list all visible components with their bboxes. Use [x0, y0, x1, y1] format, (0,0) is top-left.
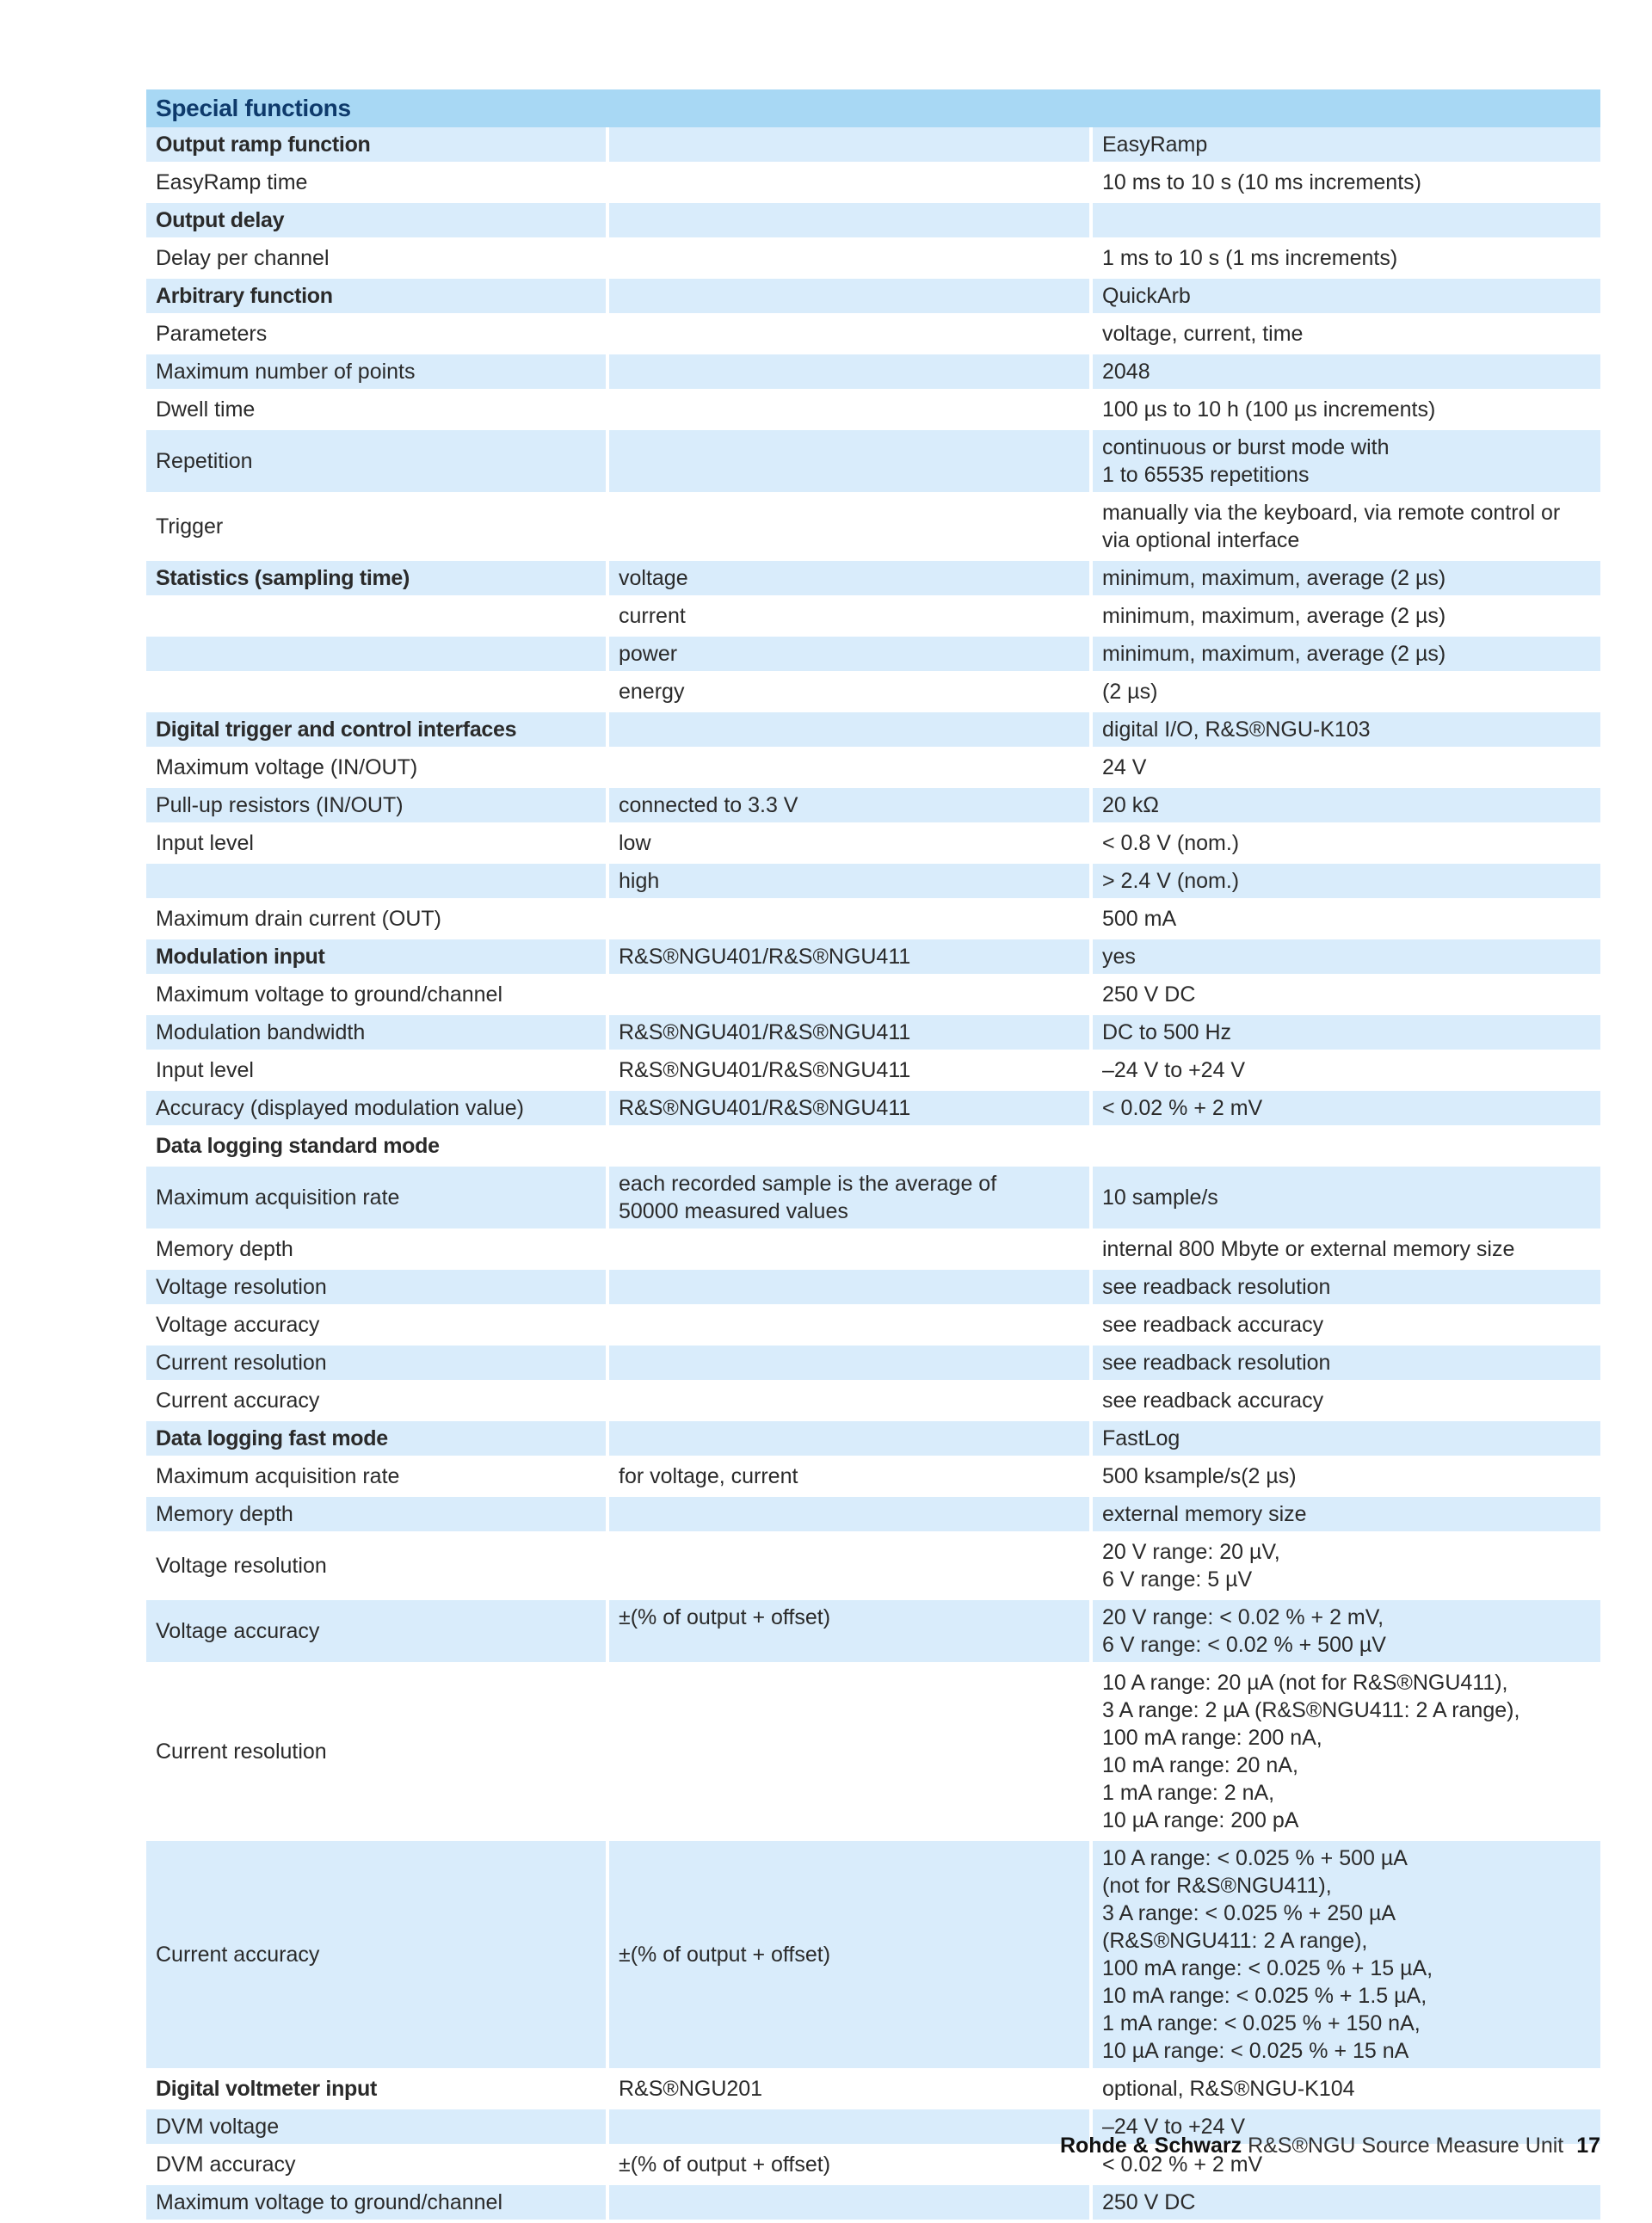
row-condition — [606, 1308, 1089, 1342]
row-condition — [606, 279, 1089, 313]
row-condition — [606, 750, 1089, 785]
row-value: 10 sample/s — [1089, 1167, 1600, 1228]
row-condition — [606, 354, 1089, 389]
footer-brand: Rohde & Schwarz — [1059, 2134, 1242, 2158]
table-row — [146, 165, 1600, 200]
row-value: see readback accuracy — [1089, 1383, 1600, 1418]
table-row — [146, 354, 1600, 389]
table-row — [146, 826, 1600, 860]
row-value: continuous or burst mode with 1 to 65535 repetitions — [1089, 430, 1600, 492]
row-condition: connected to 3.3 V — [606, 788, 1089, 822]
footer-product: R&S®NGU Source Measure Unit — [1248, 2134, 1564, 2158]
row-condition: power — [606, 637, 1089, 671]
row-value: 10 ms to 10 s (10 ms increments) — [1089, 165, 1600, 200]
row-condition: R&S®NGU401/R&S®NGU411 — [606, 1015, 1089, 1050]
row-condition — [606, 430, 1089, 492]
table-row — [146, 1459, 1600, 1493]
row-condition — [606, 1535, 1089, 1597]
row-label: Pull-up resistors (IN/OUT) — [146, 788, 606, 822]
row-value: < 0.02 % + 2 mV — [1089, 1091, 1600, 1125]
row-condition: ±(% of output + offset) — [606, 1600, 1089, 1662]
row-value: minimum, maximum, average (2 µs) — [1089, 599, 1600, 633]
row-value: digital I/O, R&S®NGU-K103 — [1089, 712, 1600, 747]
row-condition — [606, 496, 1089, 557]
table-row — [146, 902, 1600, 936]
row-value: 2048 — [1089, 354, 1600, 389]
row-value: 10 A range: 20 µA (not for R&S®NGU411), 3 A range: 2 µA (R&S®NGU411: 2 A range), 100 mA range: 200 nA, 10 mA range: 20 nA, 1 mA range: 2 nA, 10 µA range: 200 pA — [1089, 1666, 1600, 1838]
row-label: Parameters — [146, 317, 606, 351]
table-row — [146, 430, 1600, 492]
row-value: 24 V — [1089, 750, 1600, 785]
row-condition — [606, 712, 1089, 747]
row-label: Input level — [146, 1053, 606, 1087]
row-condition — [606, 1383, 1089, 1418]
row-condition — [606, 1270, 1089, 1304]
table-row — [146, 1053, 1600, 1087]
row-value: internal 800 Mbyte or external memory size — [1089, 1232, 1600, 1266]
table-row — [146, 788, 1600, 822]
row-condition — [606, 203, 1089, 237]
row-value: voltage, current, time — [1089, 317, 1600, 351]
row-condition: ±(% of output + offset) — [606, 2147, 1089, 2182]
row-label: Current resolution — [146, 1666, 606, 1838]
table-row — [146, 939, 1600, 974]
row-value: 250 V DC — [1089, 2185, 1600, 2220]
row-value: < 0.8 V (nom.) — [1089, 826, 1600, 860]
row-value: 20 V range: < 0.02 % + 2 mV, 6 V range: < 0.02 % + 500 µV — [1089, 1600, 1600, 1662]
row-label: Current resolution — [146, 1346, 606, 1380]
row-label: Voltage accuracy — [146, 1308, 606, 1342]
table-row — [146, 864, 1600, 898]
row-label: Voltage resolution — [146, 1270, 606, 1304]
table-row — [146, 712, 1600, 747]
row-value: EasyRamp — [1089, 127, 1600, 162]
row-label: Maximum voltage to ground/channel — [146, 977, 606, 1012]
table-row — [146, 1383, 1600, 1418]
row-label: Delay per channel — [146, 241, 606, 275]
row-condition: voltage — [606, 561, 1089, 595]
table-row — [146, 127, 1600, 162]
row-label: Trigger — [146, 496, 606, 557]
row-label: EasyRamp time — [146, 165, 606, 200]
row-value: 500 ksample/s(2 µs) — [1089, 1459, 1600, 1493]
row-value: 250 V DC — [1089, 977, 1600, 1012]
section-title: Special functions — [146, 89, 1600, 127]
row-label: Modulation input — [146, 939, 606, 974]
row-value: DC to 500 Hz — [1089, 1015, 1600, 1050]
table-row — [146, 203, 1600, 237]
row-label: Repetition — [146, 430, 606, 492]
row-value: see readback accuracy — [1089, 1308, 1600, 1342]
row-label — [146, 674, 606, 709]
page-footer — [1060, 2134, 1600, 2158]
table-row — [146, 1015, 1600, 1050]
row-value: –24 V to +24 V — [1089, 1053, 1600, 1087]
row-label: Maximum acquisition rate — [146, 1459, 606, 1493]
table-row — [146, 241, 1600, 275]
row-value: external memory size — [1089, 1497, 1600, 1531]
row-condition — [606, 241, 1089, 275]
row-label: Maximum voltage (IN/OUT) — [146, 750, 606, 785]
row-label: Current accuracy — [146, 1383, 606, 1418]
row-value: 100 µs to 10 h (100 µs increments) — [1089, 392, 1600, 427]
spec-table — [146, 124, 1600, 2223]
table-row — [146, 279, 1600, 313]
row-condition — [606, 1129, 1089, 1163]
row-label: Data logging fast mode — [146, 1421, 606, 1456]
table-row — [146, 1497, 1600, 1531]
row-label: Data logging standard mode — [146, 1129, 606, 1163]
row-value: minimum, maximum, average (2 µs) — [1089, 561, 1600, 595]
row-label: Maximum drain current (OUT) — [146, 902, 606, 936]
row-value: 20 kΩ — [1089, 788, 1600, 822]
row-value: FastLog — [1089, 1421, 1600, 1456]
row-condition: R&S®NGU401/R&S®NGU411 — [606, 1053, 1089, 1087]
table-row — [146, 750, 1600, 785]
row-condition — [606, 317, 1089, 351]
row-condition — [606, 392, 1089, 427]
table-row — [146, 637, 1600, 671]
row-condition: ±(% of output + offset) — [606, 1841, 1089, 2068]
table-row — [146, 496, 1600, 557]
row-label: Statistics (sampling time) — [146, 561, 606, 595]
table-row — [146, 1421, 1600, 1456]
table-row — [146, 1600, 1600, 1662]
row-label — [146, 599, 606, 633]
row-label — [146, 864, 606, 898]
row-label: Digital voltmeter input — [146, 2072, 606, 2106]
table-row — [146, 1167, 1600, 1228]
row-condition — [606, 1346, 1089, 1380]
row-condition — [606, 1666, 1089, 1838]
row-value: 10 A range: < 0.025 % + 500 µA (not for R&S®NGU411), 3 A range: < 0.025 % + 250 µA (R&S®NGU411: 2 A range), 100 mA range: < 0.025 % + 15 µA, 10 mA range: < 0.025 % + 1.5 µA, 1 mA range: < 0.025 % + 150 nA, 10 µA range: < 0.025 % + 15 nA — [1089, 1841, 1600, 2068]
row-value — [1089, 1129, 1600, 1163]
row-value: > 2.4 V (nom.) — [1089, 864, 1600, 898]
row-condition — [606, 1232, 1089, 1266]
row-label: Arbitrary function — [146, 279, 606, 313]
row-condition: R&S®NGU401/R&S®NGU411 — [606, 1091, 1089, 1125]
row-label: Input level — [146, 826, 606, 860]
row-condition: high — [606, 864, 1089, 898]
row-label: Maximum voltage to ground/channel — [146, 2185, 606, 2220]
row-label: Current accuracy — [146, 1841, 606, 2068]
row-condition: current — [606, 599, 1089, 633]
row-condition — [606, 902, 1089, 936]
table-row — [146, 977, 1600, 1012]
row-label: Maximum acquisition rate — [146, 1167, 606, 1228]
table-row — [146, 2185, 1600, 2220]
page-number: 17 — [1576, 2134, 1600, 2158]
row-value: manually via the keyboard, via remote control or via optional interface — [1089, 496, 1600, 557]
row-value: yes — [1089, 939, 1600, 974]
row-condition — [606, 165, 1089, 200]
row-label: Output delay — [146, 203, 606, 237]
table-row — [146, 317, 1600, 351]
row-label: Voltage accuracy — [146, 1600, 606, 1662]
row-value: minimum, maximum, average (2 µs) — [1089, 637, 1600, 671]
table-row — [146, 1346, 1600, 1380]
spec-sheet — [146, 89, 1600, 2223]
row-condition: energy — [606, 674, 1089, 709]
table-row — [146, 392, 1600, 427]
row-label: Modulation bandwidth — [146, 1015, 606, 1050]
row-condition: for voltage, current — [606, 1459, 1089, 1493]
row-condition — [606, 977, 1089, 1012]
row-value: (2 µs) — [1089, 674, 1600, 709]
row-value — [1089, 203, 1600, 237]
row-label: Maximum number of points — [146, 354, 606, 389]
row-label: Voltage resolution — [146, 1535, 606, 1597]
table-row — [146, 1535, 1600, 1597]
row-condition — [606, 127, 1089, 162]
table-row — [146, 1841, 1600, 2068]
table-row — [146, 1091, 1600, 1125]
row-value: –24 V to +24 V — [1089, 2109, 1600, 2144]
row-label: Memory depth — [146, 1497, 606, 1531]
table-row — [146, 1270, 1600, 1304]
table-row — [146, 1666, 1600, 1838]
row-condition — [606, 2185, 1089, 2220]
row-condition: low — [606, 826, 1089, 860]
row-label — [146, 637, 606, 671]
row-condition: R&S®NGU401/R&S®NGU411 — [606, 939, 1089, 974]
table-row — [146, 1308, 1600, 1342]
row-value: 1 ms to 10 s (1 ms increments) — [1089, 241, 1600, 275]
table-row — [146, 1129, 1600, 1163]
row-condition: each recorded sample is the average of 50000 measured values — [606, 1167, 1089, 1228]
row-value: see readback resolution — [1089, 1346, 1600, 1380]
row-label: Digital trigger and control interfaces — [146, 712, 606, 747]
table-row — [146, 674, 1600, 709]
row-value: QuickArb — [1089, 279, 1600, 313]
row-label: DVM accuracy — [146, 2147, 606, 2182]
row-label: DVM voltage — [146, 2109, 606, 2144]
row-condition — [606, 2109, 1089, 2144]
row-condition: R&S®NGU201 — [606, 2072, 1089, 2106]
row-value: optional, R&S®NGU-K104 — [1089, 2072, 1600, 2106]
row-value: 500 mA — [1089, 902, 1600, 936]
table-row — [146, 2072, 1600, 2106]
row-value: < 0.02 % + 2 mV — [1089, 2147, 1600, 2182]
table-row — [146, 599, 1600, 633]
row-label: Dwell time — [146, 392, 606, 427]
row-label: Accuracy (displayed modulation value) — [146, 1091, 606, 1125]
row-condition — [606, 1421, 1089, 1456]
row-label: Output ramp function — [146, 127, 606, 162]
row-value: 20 V range: 20 µV, 6 V range: 5 µV — [1089, 1535, 1600, 1597]
table-row — [146, 561, 1600, 595]
table-row — [146, 1232, 1600, 1266]
row-condition — [606, 1497, 1089, 1531]
row-value: see readback resolution — [1089, 1270, 1600, 1304]
row-label: Memory depth — [146, 1232, 606, 1266]
